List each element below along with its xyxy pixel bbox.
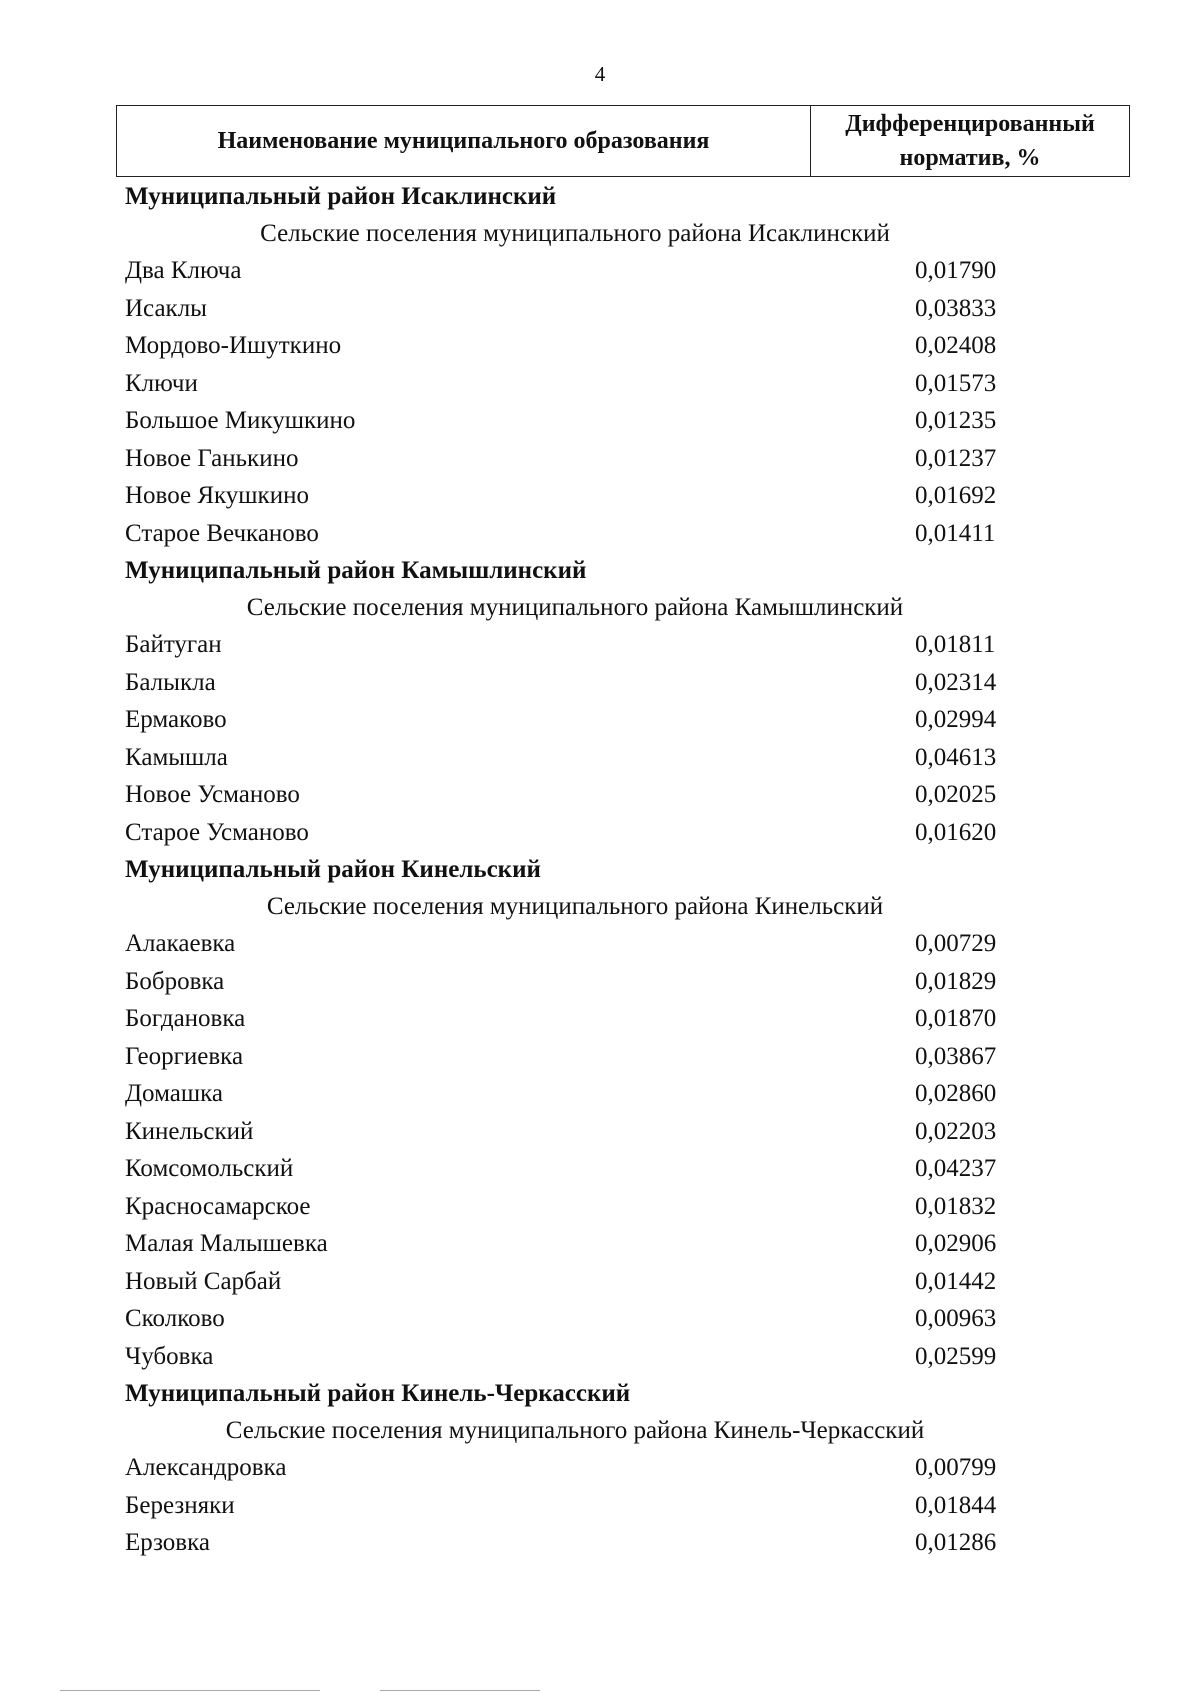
- settlement-name: Сколково: [125, 1305, 225, 1332]
- scan-artifact: [380, 1690, 540, 1691]
- subgroup-heading: Сельские поселения муниципального района Кинельский: [266, 893, 884, 920]
- table-row: [125, 440, 1025, 478]
- table-row: [125, 252, 1025, 290]
- settlement-name: Старое Вечканово: [125, 519, 319, 547]
- settlement-name: Ключи: [125, 369, 198, 397]
- table-row: [125, 1225, 1025, 1263]
- table-row: [125, 365, 1025, 403]
- table-row: [125, 290, 1025, 328]
- table-row: [125, 1263, 1025, 1301]
- district-section: [125, 178, 1025, 552]
- district-section: [125, 851, 1025, 1375]
- district-heading: Муниципальный район Кинельский: [125, 856, 541, 883]
- norm-value: 0,01411: [915, 519, 996, 547]
- settlement-name: Ермаково: [125, 706, 227, 733]
- settlement-name: Богдановка: [125, 1005, 246, 1032]
- settlement-name: Новый Сарбай: [125, 1267, 282, 1295]
- subgroup-heading: Сельские поселения муниципального района Кинель-Черкасский: [225, 1417, 925, 1444]
- table-row: [125, 1150, 1025, 1188]
- table-row: [125, 1338, 1025, 1376]
- norm-value: 0,00799: [915, 1454, 997, 1481]
- norms-table-body: [125, 178, 1025, 1562]
- norm-value: 0,02599: [915, 1342, 997, 1370]
- district-heading: Муниципальный район Кинель-Черкасский: [125, 1380, 631, 1407]
- table-row: [125, 664, 1025, 702]
- settlement-name: Бобровка: [125, 967, 225, 995]
- norm-value: 0,02860: [915, 1080, 997, 1107]
- page-number: 4: [594, 62, 606, 86]
- settlement-name: Два Ключа: [125, 257, 242, 284]
- table-row: [125, 963, 1025, 1001]
- settlement-name: Чубовка: [125, 1342, 214, 1370]
- subgroup-heading: Сельские поселения муниципального района Камышлинский: [246, 594, 904, 621]
- settlement-name: Комсомольский: [125, 1155, 294, 1182]
- norm-value: 0,03867: [915, 1042, 997, 1070]
- norm-value: 0,02203: [915, 1117, 997, 1145]
- norm-value: 0,02994: [915, 706, 997, 733]
- norm-value: 0,01286: [915, 1529, 997, 1556]
- district-heading: Муниципальный район Камышлинский: [125, 557, 587, 584]
- norm-value: 0,01844: [915, 1491, 997, 1519]
- norm-value: 0,01235: [915, 407, 997, 434]
- norm-value: 0,01829: [915, 967, 997, 995]
- district-section: [125, 1375, 1025, 1562]
- table-row: [125, 402, 1025, 440]
- settlement-name: Березняки: [125, 1491, 235, 1519]
- norm-value: 0,04613: [915, 743, 997, 771]
- settlement-name: Малая Малышевка: [125, 1230, 328, 1257]
- norm-value: 0,01237: [915, 444, 997, 472]
- table-row: [125, 776, 1025, 814]
- name-column-header: Наименование муниципального образования: [117, 106, 811, 177]
- settlement-name: Ерзовка: [125, 1529, 210, 1556]
- norm-value: 0,01832: [915, 1192, 997, 1220]
- subgroup-heading: Сельские поселения муниципального района Исаклинский: [260, 220, 890, 247]
- norm-value: 0,02025: [915, 781, 997, 808]
- norm-value: 0,01573: [915, 369, 997, 397]
- settlement-name: Красносамарское: [125, 1192, 311, 1220]
- settlement-name: Камышла: [125, 743, 228, 771]
- table-row: [125, 1000, 1025, 1038]
- table-row: [125, 1188, 1025, 1226]
- value-column-header: Дифференцированный норматив, %: [811, 106, 1130, 177]
- norm-value: 0,03833: [915, 294, 997, 322]
- table-row: [125, 814, 1025, 852]
- norm-value: 0,02408: [915, 332, 997, 359]
- norm-value: 0,04237: [915, 1155, 997, 1182]
- table-row: [125, 1524, 1025, 1562]
- table-row: [125, 925, 1025, 963]
- table-header: [116, 105, 1130, 177]
- settlement-name: Балыкла: [125, 668, 216, 696]
- table-row: [125, 1113, 1025, 1151]
- settlement-name: Байтуган: [125, 631, 222, 658]
- settlement-name: Георгиевка: [125, 1042, 244, 1070]
- table-row: [125, 477, 1025, 515]
- settlement-name: Старое Усманово: [125, 818, 309, 846]
- scan-artifact: [60, 1690, 320, 1691]
- norm-value: 0,02314: [915, 668, 997, 696]
- norm-value: 0,02906: [915, 1230, 997, 1257]
- settlement-name: Домашка: [125, 1080, 223, 1107]
- settlement-name: Новое Ганькино: [125, 444, 299, 472]
- norm-value: 0,01870: [915, 1005, 997, 1032]
- table-row: [125, 626, 1025, 664]
- table-row: [125, 1487, 1025, 1525]
- norm-value: 0,00963: [915, 1305, 997, 1332]
- district-section: [125, 552, 1025, 851]
- norm-value: 0,01442: [915, 1267, 997, 1295]
- table-row: [125, 1449, 1025, 1487]
- norm-value: 0,01692: [915, 482, 997, 509]
- norm-value: 0,01790: [915, 257, 997, 284]
- settlement-name: Александровка: [125, 1454, 287, 1481]
- settlement-name: Новое Якушкино: [125, 482, 309, 509]
- table-row: [125, 701, 1025, 739]
- settlement-name: Новое Усманово: [125, 781, 300, 808]
- norm-value: 0,01811: [915, 631, 996, 658]
- table-row: [125, 1075, 1025, 1113]
- settlement-name: Большое Микушкино: [125, 407, 356, 434]
- settlement-name: Мордово-Ишуткино: [125, 332, 342, 359]
- table-row: [125, 327, 1025, 365]
- table-row: [125, 515, 1025, 553]
- norm-value: 0,01620: [915, 818, 997, 846]
- table-row: [125, 1300, 1025, 1338]
- table-row: [125, 1038, 1025, 1076]
- settlement-name: Алакаевка: [125, 930, 236, 957]
- settlement-name: Исаклы: [125, 294, 207, 322]
- settlement-name: Кинельский: [125, 1117, 254, 1145]
- table-row: [125, 739, 1025, 777]
- district-heading: Муниципальный район Исаклинский: [125, 183, 557, 210]
- norm-value: 0,00729: [915, 930, 997, 957]
